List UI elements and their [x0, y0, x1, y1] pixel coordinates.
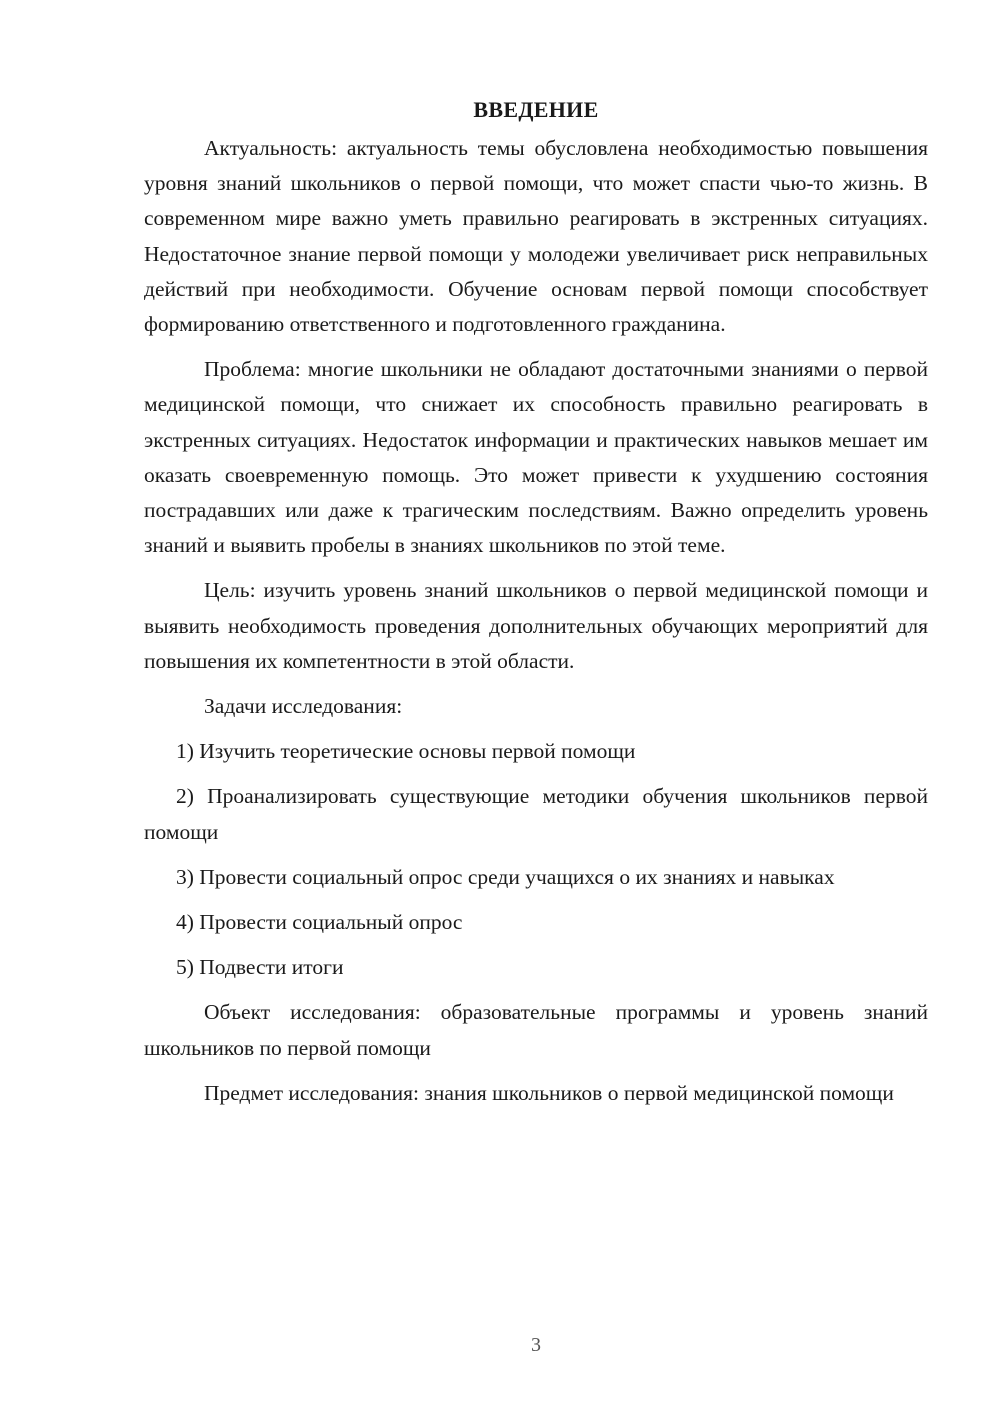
paragraph-problem: Проблема: многие школьники не обладают достаточными знаниями о первой медицинской помощи, что снижает их способность правильно реагировать в экстренных ситуациях. Недостаток информации и практических навыков мешает им оказать своевременную помощь. Это может привести к ухудшению состояния пострадавших или даже к трагическим последствиям. Важно определить уровень знаний и выявить пробелы в знаниях школьников по этой теме. [144, 357, 928, 558]
paragraph-relevance: Актуальность: актуальность темы обусловлена необходимостью повышения уровня знаний школьников о первой помощи, что может спасти чью-то жизнь. В современном мире важно уметь правильно реагировать в экстренных ситуациях. Недостаточное знание первой помощи у молодежи увеличивает риск неправильных действий при необходимости. Обучение основам первой помощи способствует формированию ответственного и подготовленного гражданина. [144, 136, 928, 337]
task-item-5: 5) Подвести итоги [176, 955, 344, 980]
task-item-2: 2) Проанализировать существующие методики обучения школьников первой помощи [144, 784, 928, 844]
task-item-4: 4) Провести социальный опрос [176, 910, 463, 935]
paragraph-goal: Цель: изучить уровень знаний школьников о первой медицинской помощи и выявить необходимость проведения дополнительных обучающих мероприятий для повышения их компетентности в этой области. [144, 578, 928, 673]
document-page [144, 92, 928, 1121]
paragraph-subject: Предмет исследования: знания школьников о первой медицинской помощи [204, 1080, 894, 1105]
page-number: 3 [531, 1334, 541, 1356]
page-title: ВВЕДЕНИЕ [473, 97, 599, 122]
paragraph-object: Объект исследования: образовательные программы и уровень знаний школьников по первой помощи [144, 1000, 928, 1060]
tasks-heading: Задачи исследования: [204, 694, 403, 719]
task-item-3: 3) Провести социальный опрос среди учащихся о их знаниях и навыках [176, 864, 835, 889]
task-item-1: 1) Изучить теоретические основы первой помощи [176, 739, 636, 764]
